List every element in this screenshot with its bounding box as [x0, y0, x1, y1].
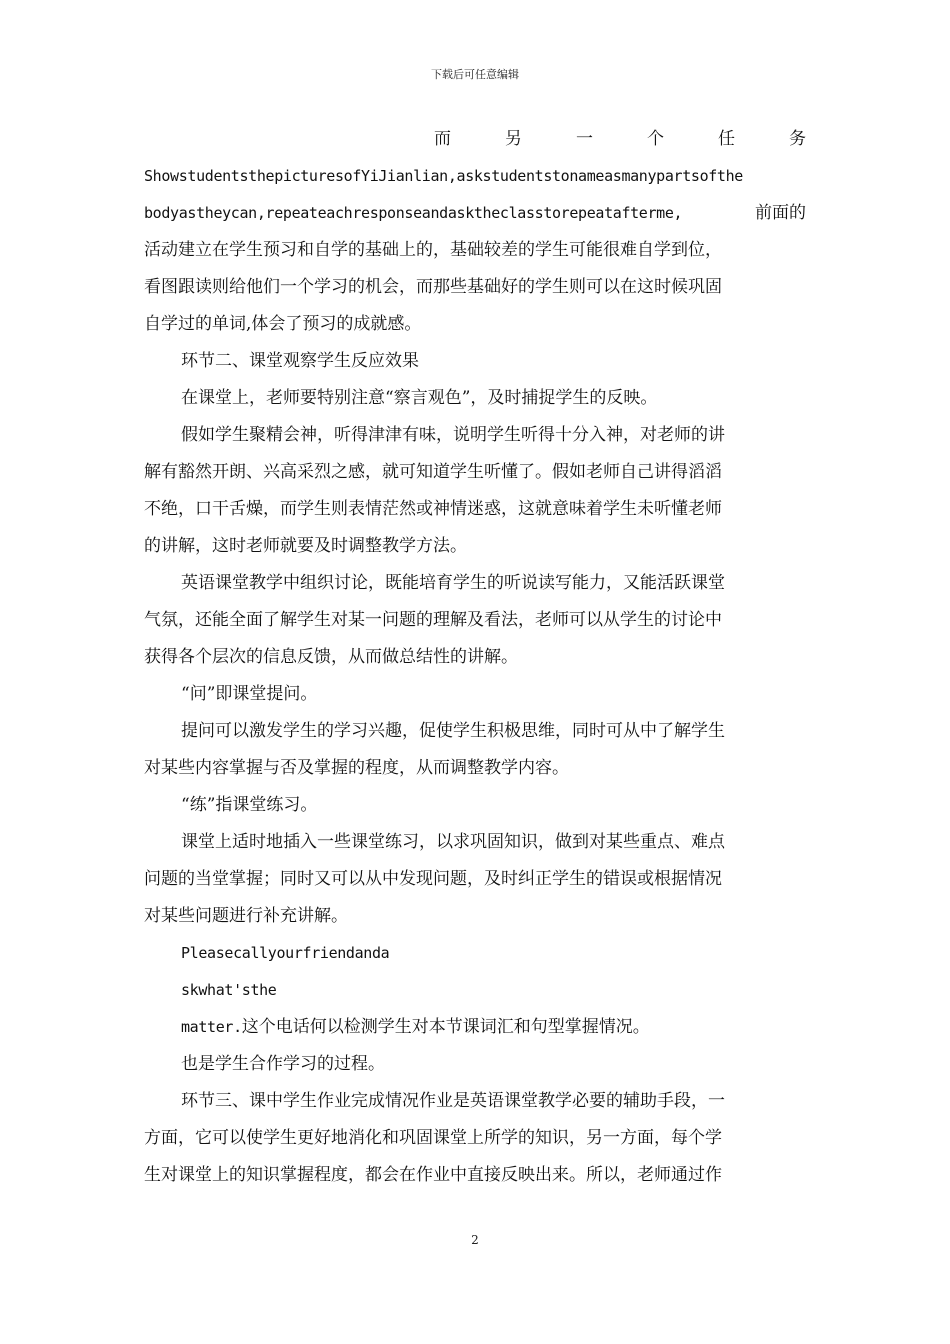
text-line: 活动建立在学生预习和自学的基础上的，基础较差的学生可能很难自学到位， [144, 240, 722, 260]
spaced-char: 务 [789, 129, 806, 149]
text-line: 对某些问题进行补充讲解。 [144, 906, 348, 926]
spaced-char: 任 [718, 129, 735, 149]
english-text: matter. [181, 1018, 242, 1036]
text-line: 对某些内容掌握与否及掌握的程度，从而调整教学内容。 [144, 758, 569, 778]
text-line [144, 195, 806, 232]
text-line: 英语课堂教学中组织讨论，既能培育学生的听说读写能力，又能活跃课堂 [181, 573, 725, 593]
text-line: 问题的当堂掌握；同时又可以从中发现问题，及时纠正学生的错误或根据情况 [144, 869, 722, 889]
text-line: 解有豁然开朗、兴高采烈之感，就可知道学生听懂了。假如老师自己讲得滔滔 [144, 462, 722, 482]
text-line: “练”指课堂练习。 [181, 795, 318, 815]
text-line: 气氛，还能全面了解学生对某一问题的理解及看法，老师可以从学生的讨论中 [144, 610, 722, 630]
spaced-char: 个 [647, 129, 664, 149]
text-line: skwhat'sthe [181, 981, 277, 999]
text-line: “问”即课堂提问。 [181, 684, 318, 704]
body-text [144, 121, 806, 1194]
text-line: 在课堂上，老师要特别注意“察言观色”，及时捕捉学生的反映。 [181, 388, 658, 408]
text-line: 看图跟读则给他们一个学习的机会，而那些基础好的学生则可以在这时候巩固 [144, 277, 722, 297]
english-text: bodyastheycan,repeateachresponseandasktheclasstorepeatafterme, [144, 204, 683, 222]
text-line: 获得各个层次的信息反馈，从而做总结性的讲解。 [144, 647, 518, 667]
text-line: 提问可以激发学生的学习兴趣，促使学生积极思维，同时可从中了解学生 [181, 721, 725, 741]
section-heading: 环节二、课堂观察学生反应效果 [181, 351, 419, 371]
text-line: Pleasecallyourfriendanda [181, 944, 390, 962]
text-line: ShowstudentsthepicturesofYiJianlian,askstudentstonameasmanypartsofthe [144, 167, 743, 185]
page-number: 2 [471, 1233, 479, 1247]
text-line: 自学过的单词,体会了预习的成就感。 [144, 314, 422, 334]
text-line [144, 1009, 806, 1046]
chinese-text: 前面的 [755, 203, 806, 223]
spaced-char: 一 [576, 129, 593, 149]
text-line: 课堂上适时地插入一些课堂练习，以求巩固知识，做到对某些重点、难点 [181, 832, 725, 852]
text-line: 的讲解，这时老师就要及时调整教学方法。 [144, 536, 467, 556]
text-line: 方面，它可以使学生更好地消化和巩固课堂上所学的知识，另一方面，每个学 [144, 1128, 722, 1148]
chinese-text: 这个电话何以检测学生对本节课词汇和句型掌握情况。 [241, 1017, 650, 1037]
page-header: 下载后可任意编辑 [431, 68, 519, 81]
text-line: 假如学生聚精会神，听得津津有味，说明学生听得十分入神，对老师的讲 [181, 425, 725, 445]
text-line: 生对课堂上的知识掌握程度，都会在作业中直接反映出来。所以，老师通过作 [144, 1165, 722, 1185]
text-line: 不绝，口干舌燥，而学生则表情茫然或神情迷惑，这就意味着学生未听懂老师 [144, 499, 722, 519]
text-line: 也是学生合作学习的过程。 [181, 1054, 385, 1074]
spaced-char: 而 [434, 129, 451, 149]
section-heading: 环节三、课中学生作业完成情况作业是英语课堂教学必要的辅助手段，一 [181, 1091, 725, 1111]
spaced-char: 另 [505, 129, 522, 149]
text-line [144, 121, 806, 158]
